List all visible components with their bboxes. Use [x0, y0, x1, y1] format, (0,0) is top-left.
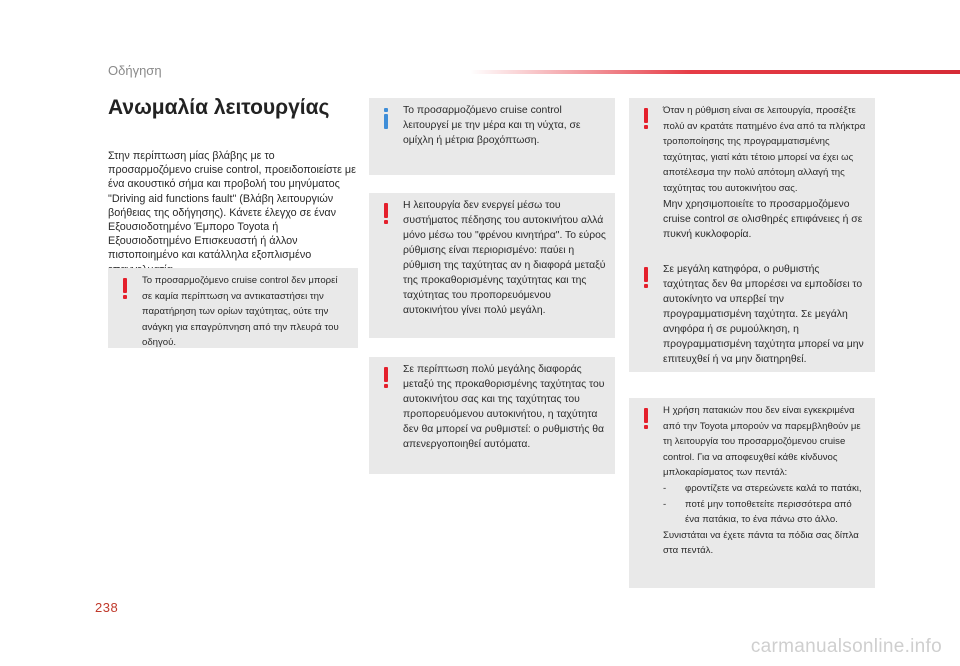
warning-icon [118, 278, 132, 299]
bullet-dash: - [663, 482, 667, 494]
bullet-dash: - [663, 498, 667, 510]
visibility-warning-text: Το προσαρμοζόμενο cruise control δεν μπορεί σε καμία περίπτωση να αντικαταστήσει την παρατήρηση των ορίων ταχύτητας, ούτε την ανάγκη για επαγρύπνηση από την πλευρά του οδηγού. [142, 275, 339, 349]
slippery-warning-text: Μην χρησιμοποιείτε το προσαρμοζόμενο cruise control σε ολισθηρές επιφάνειες ή σε πυκνή κυκλοφορία. [663, 198, 863, 240]
list-item [663, 481, 867, 497]
slope-warning-text: Σε μεγάλη κατηφόρα, ο ρυθμιστής ταχύτητας δεν θα μπορέσει να εμποδίσει το αυτοκίνητο να υπερβεί την προγραμματισμένη ταχύτητα. Σε μεγάλη ανηφόρα ή σε ρυμούλκηση, η προγραμματισμένη ταχύτητα μπορεί να μην επιτευχθεί ή να μην διατηρηθεί. [663, 264, 864, 365]
watermark: carmanualsonline.info [750, 636, 942, 657]
brake-warning-text: Η λειτουργία δεν ενεργεί μέσω του συστήματος πέδησης του αυτοκινήτου αλλά μόνο μέσω του "φρένου κινητήρα". Το εύρος ρύθμισης είναι περιορισμένο: παύει η ρύθμιση της ταχύτητας αν η διαφορά μεταξύ της προκαθορισμένης ταχύτητας και της ταχύτητας του προπορευόμενου αυτοκινήτου γίνει πολύ μεγάλη. [403, 200, 606, 316]
day-night-info-text: Το προσαρμοζόμενο cruise control λειτουργεί με την μέρα και τη νύχτα, σε ομίχλη ή μέτρια βροχόπτωση. [403, 105, 581, 146]
hands-warning-text: Όταν η ρύθμιση είναι σε λειτουργία, προσέξτε πολύ αν κρατάτε πατημένο ένα από τα πλήκτρα τροποποίησης της προγραμματισμένης ταχύτητας, γιατί κάτι τέτοιο μπορεί να έχει ως αποτέλεσμα την πολύ απότομη αλλαγή της ταχύτητας του αυτοκινήτου σας. [663, 105, 866, 194]
visibility-warning-box [108, 268, 358, 348]
mats-warning-box [629, 398, 875, 588]
warning-icon [379, 203, 393, 224]
mats-warning-list [663, 481, 867, 528]
page-number: 238 [95, 600, 119, 615]
warning-icon [379, 367, 393, 388]
list-item [663, 497, 867, 528]
info-icon [379, 108, 393, 129]
warning-icon [639, 267, 653, 288]
intro-paragraph: Στην περίπτωση μίας βλάβης με το προσαρμοζόμενο cruise control, προειδοποιείστε με ένα ακουστικό σήμα και προβολή του μηνύματος "Driving aid functions fault" (Βλάβη λειτουργιών βοήθειας της οδήγησης). Κάνετε έλεγχο σε έναν Εξουσιοδοτημένο Έμπορο Toyota ή Εξουσιοδοτημένο Επισκευαστή ή άλλον πιστοποιημένο και κατάλληλα εξοπλισμένο [108, 150, 356, 262]
day-night-info-box [369, 98, 615, 175]
speed-difference-warning-text: Σε περίπτωση πολύ μεγάλης διαφοράς μεταξύ της προκαθορισμένης ταχύτητας του αυτοκινήτου σας και της ταχύτητας του προπορευόμενου αυτοκινήτου, η ταχύτητα δεν θα μπορεί να ρυθμιστεί: ο ρυθμιστής θα απενεργοποιηθεί αυτόματα. [403, 364, 605, 450]
mats-warning-outro: Συνιστάται να έχετε πάντα τα πόδια σας δίπλα στα πεντάλ. [663, 529, 859, 557]
warning-icon [639, 108, 653, 129]
header-accent-rule [470, 70, 960, 74]
section-header: Οδήγηση [108, 63, 162, 78]
speed-difference-warning-box [369, 357, 615, 474]
slope-warning-box [629, 257, 875, 372]
brake-warning-box [369, 193, 615, 338]
warning-icon [639, 408, 653, 429]
page-title: Ανωμαλία λειτουργίας [108, 96, 330, 119]
list-item-text: ποτέ μην τοποθετείτε περισσότερα από ένα πατάκια, το ένα πάνω στο άλλο. [685, 498, 852, 526]
hands-warning-box [629, 98, 875, 270]
list-item-text: φροντίζετε να στερεώνετε καλά το πατάκι, [685, 482, 862, 494]
mats-warning-intro: Η χρήση πατακιών που δεν είναι εγκεκριμένα από την Toyota μπορούν να παρεμβληθούν με τη λειτουργία του προσαρμοζόμενου cruise control. Για να αποφευχθεί κάθε κίνδυνος μπλοκαρίσματος των πεντάλ: [663, 405, 861, 479]
